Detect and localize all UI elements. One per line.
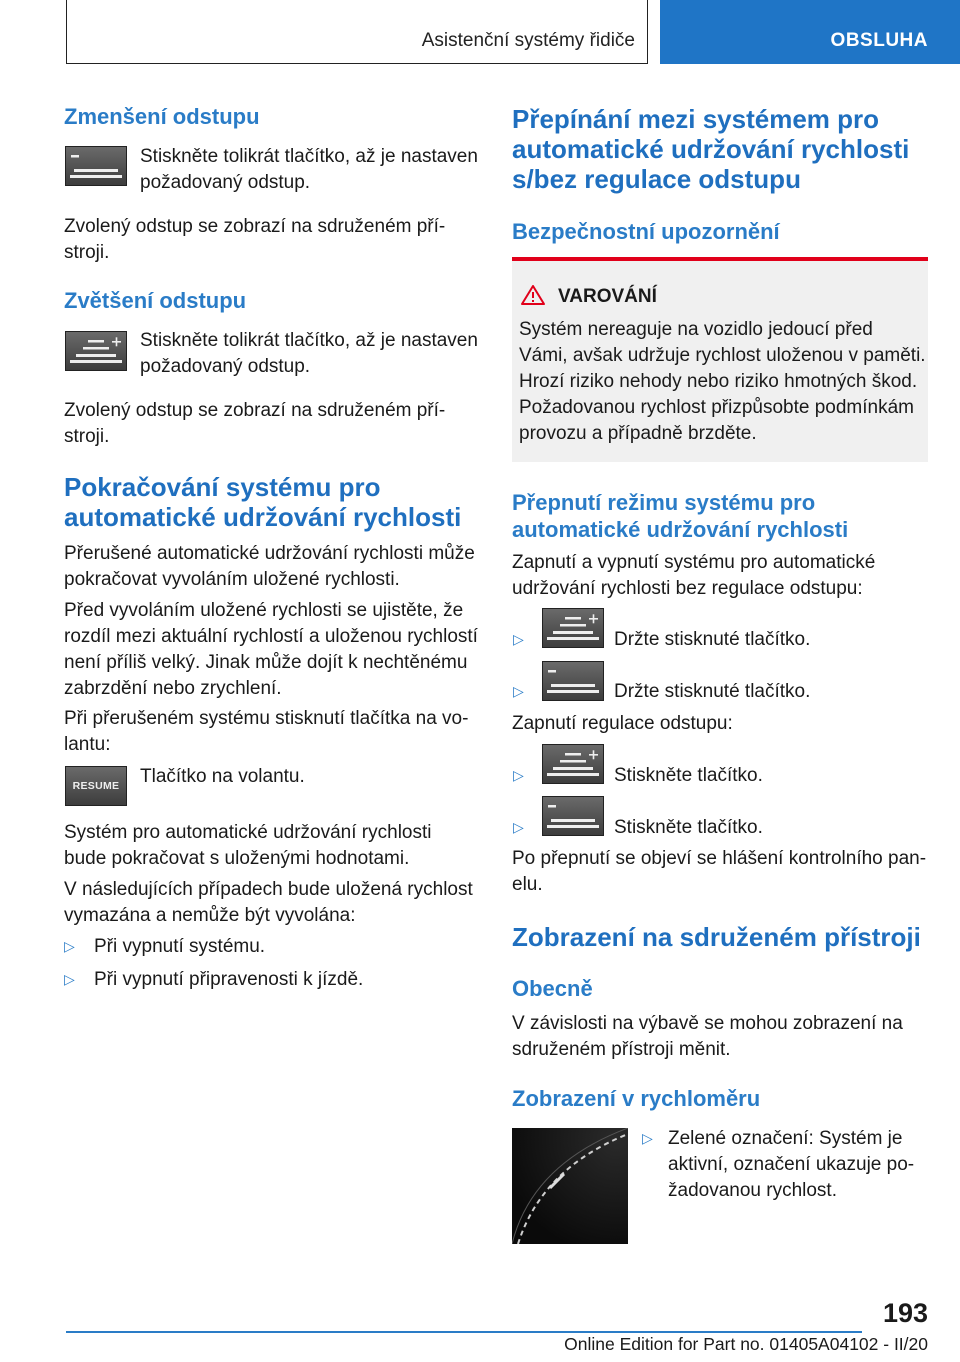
page-number: 193: [882, 1298, 928, 1328]
warning-line-4: Požadovanou rychlost přizpůsobte podmínkám: [519, 397, 915, 418]
increase-text-1: Stiskněte tolikrát tlačítko, až je nastaven: [140, 330, 478, 351]
paragraph-2-line-4: zabrzdění nebo zrychlení.: [64, 678, 282, 699]
footer-divider: [66, 1331, 862, 1333]
speedo-text-2: aktivní, označení ukazuje po-: [668, 1154, 915, 1175]
distance-increase-button-icon: [542, 744, 604, 784]
distance-decrease-button-icon: [542, 661, 604, 701]
distance-increase-button-icon: [542, 608, 604, 648]
heading-general: Obecně: [512, 976, 593, 1001]
bullet-icon: ▷: [513, 767, 524, 783]
paragraph-1-line-2: pokračovat vyvoláním uložené rychlosti.: [64, 569, 400, 590]
mode-text-1: Zapnutí a vypnutí systému pro automatické: [512, 552, 876, 573]
bullet-icon: ▷: [64, 971, 75, 987]
footer-edition: Online Edition for Part no. 01405A04102 - II/20: [564, 1334, 928, 1354]
distance-decrease-button-icon: [542, 796, 604, 836]
heading-speedometer: Zobrazení v rychloměru: [512, 1086, 761, 1111]
paragraph-5-line-2: vymazána a nemůže být vyvolána:: [64, 905, 356, 926]
heading-mode-1: Přepnutí režimu systému pro: [512, 490, 816, 515]
resume-button-icon: [65, 766, 127, 806]
paragraph-2-line-3: není příliš velký. Jinak může dojít k nechtěnému: [64, 652, 468, 673]
reduce-text-1: Stiskněte tolikrát tlačítko, až je nastaven: [140, 146, 478, 167]
bullet-icon: ▷: [513, 819, 524, 835]
header-section-title: Asistenční systémy řidiče: [421, 30, 635, 51]
after-text-2: elu.: [512, 874, 543, 895]
warning-line-2: Vámi, avšak udržuje rychlost uloženou v paměti.: [519, 345, 926, 366]
heading-increase-distance: Zvětšení odstupu: [64, 288, 247, 313]
warning-triangle-icon: [520, 284, 546, 311]
bullet-icon: ▷: [642, 1130, 653, 1146]
reduce-note-1: Zvolený odstup se zobrazí na sdruženém pří-: [64, 216, 446, 237]
warning-line-3: Hrozí riziko nehody nebo riziko hmotných škod.: [519, 371, 918, 392]
paragraph-3-line-2: lantu:: [64, 734, 111, 755]
general-text-1: V závislosti na výbavě se mohou zobrazení na: [512, 1013, 903, 1034]
after-text-1: Po přepnutí se objeví se hlášení kontrolního pan-: [512, 848, 927, 869]
header-section-box: [66, 0, 648, 64]
speedometer-image: [512, 1128, 628, 1244]
paragraph-4-line-1: Systém pro automatické udržování rychlosti: [64, 822, 432, 843]
press-text-1: Stiskněte tlačítko.: [614, 765, 763, 786]
resume-text: Tlačítko na volantu.: [140, 766, 305, 787]
heading-switch-1: Přepínání mezi systémem pro: [512, 104, 880, 134]
increase-note-2: stroji.: [64, 426, 110, 447]
reduce-note-2: stroji.: [64, 242, 110, 263]
header-chapter-title: OBSLUHA: [830, 30, 928, 51]
distance-increase-button-icon: [65, 331, 127, 371]
heading-safety: Bezpečnostní upozornění: [512, 219, 780, 244]
increase-note-1: Zvolený odstup se zobrazí na sdruženém pří-: [64, 400, 446, 421]
header-chapter-box: [660, 0, 960, 64]
bullet-icon: ▷: [64, 938, 75, 954]
list-item-1: Při vypnutí systému.: [94, 936, 266, 957]
distance-decrease-button-icon: [65, 146, 127, 186]
increase-text-2: požadovaný odstup.: [140, 356, 311, 377]
mode-text-2: udržování rychlosti bez regulace odstupu:: [512, 578, 863, 599]
reduce-text-2: požadovaný odstup.: [140, 172, 311, 193]
resume-button-label: RESUME: [72, 780, 120, 792]
paragraph-2-line-1: Před vyvoláním uložené rychlosti se ujistěte, že: [64, 600, 464, 621]
warning-line-5: provozu a případně brzděte.: [519, 423, 757, 444]
warning-title: VAROVÁNÍ: [558, 286, 657, 307]
bullet-icon: ▷: [513, 683, 524, 699]
heading-continue-2: automatické udržování rychlosti: [64, 502, 462, 532]
warning-line-1: Systém nereaguje na vozidlo jedoucí před: [519, 319, 873, 340]
paragraph-4-line-2: bude pokračovat s uloženými hodnotami.: [64, 848, 410, 869]
heading-continue-1: Pokračování systému pro: [64, 472, 381, 502]
speedo-text-1: Zelené označení: Systém je: [668, 1128, 903, 1149]
paragraph-1-line-1: Přerušené automatické udržování rychlosti může: [64, 543, 475, 564]
paragraph-2-line-2: rozdíl mezi aktuální rychlostí a uloženou rychlostí: [64, 626, 478, 647]
paragraph-5-line-1: V následujících případech bude uložená rychlost: [64, 879, 473, 900]
press-text-2: Stiskněte tlačítko.: [614, 817, 763, 838]
heading-mode-2: automatické udržování rychlosti: [512, 517, 849, 542]
heading-switch-2: automatické udržování rychlosti: [512, 134, 910, 164]
heading-display: Zobrazení na sdruženém přístroji: [512, 922, 921, 952]
list-item-2: Při vypnutí připravenosti k jízdě.: [94, 969, 364, 990]
hold-text-2: Držte stisknuté tlačítko.: [614, 681, 811, 702]
regulation-on-text: Zapnutí regulace odstupu:: [512, 713, 733, 734]
heading-switch-3: s/bez regulace odstupu: [512, 164, 801, 194]
bullet-icon: ▷: [513, 631, 524, 647]
heading-reduce-distance: Zmenšení odstupu: [64, 104, 260, 129]
speedo-text-3: žadovanou rychlost.: [668, 1180, 837, 1201]
hold-text-1: Držte stisknuté tlačítko.: [614, 629, 811, 650]
paragraph-3-line-1: Při přerušeném systému stisknutí tlačítka na vo-: [64, 708, 469, 729]
general-text-2: sdruženém přístroji měnit.: [512, 1039, 731, 1060]
